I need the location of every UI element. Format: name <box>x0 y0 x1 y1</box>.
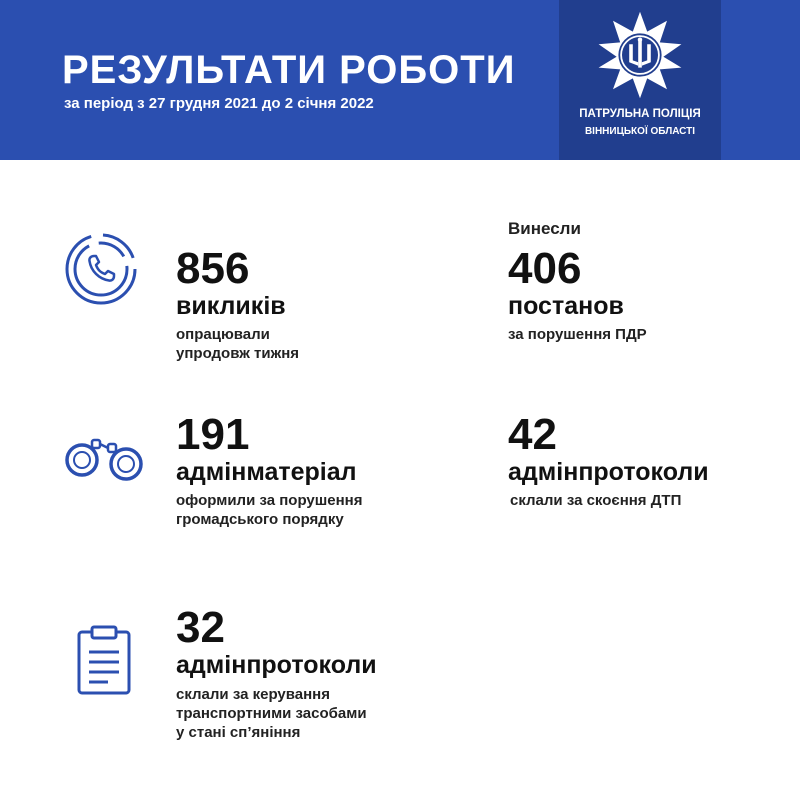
resolutions-prefix: Винесли <box>508 219 581 238</box>
resolutions-unit: постанов <box>508 292 624 320</box>
resolutions-value: 406 <box>508 244 582 293</box>
logo-text-line2: ВІННИЦЬКОЇ ОБЛАСТІ <box>584 126 696 137</box>
accident-protocols-desc-line1: склали за скоєння ДТП <box>510 492 682 509</box>
calls-desc-line1: опрацювали <box>176 326 270 343</box>
police-logo <box>559 0 721 160</box>
drunk-protocols-value: 32 <box>176 603 225 652</box>
calls-unit: викликів <box>176 292 286 320</box>
calls-desc-line2: упродовж тижня <box>176 345 300 362</box>
drunk-protocols-desc-line3: у стані сп’яніння <box>176 724 301 741</box>
accident-protocols-unit: адмінпротоколи <box>508 458 709 486</box>
police-star-icon <box>595 10 685 100</box>
accident-protocols-value: 42 <box>508 410 557 459</box>
period-subtitle: за період з 27 грудня 2021 до 2 січня 2022 <box>64 95 374 112</box>
resolutions-desc-line1: за порушення ПДР <box>508 326 647 343</box>
handcuffs-icon <box>62 428 146 488</box>
page-title: РЕЗУЛЬТАТИ РОБОТИ <box>62 48 516 92</box>
drunk-protocols-unit: адмінпротоколи <box>176 651 377 679</box>
admin-materials-unit: адмінматеріал <box>176 458 357 486</box>
admin-materials-value: 191 <box>176 410 250 459</box>
drunk-protocols-desc-line1: склали за керування <box>176 686 330 703</box>
calls-value: 856 <box>176 244 250 293</box>
admin-materials-desc-line2: громадського порядку <box>176 511 344 528</box>
admin-materials-desc-line1: оформили за порушення <box>176 492 363 509</box>
logo-text-line1: ПАТРУЛЬНА ПОЛІЦІЯ <box>579 108 701 120</box>
clipboard-icon <box>76 624 132 696</box>
phone-icon <box>64 232 138 306</box>
drunk-protocols-desc-line2: транспортними засобами <box>176 705 367 722</box>
